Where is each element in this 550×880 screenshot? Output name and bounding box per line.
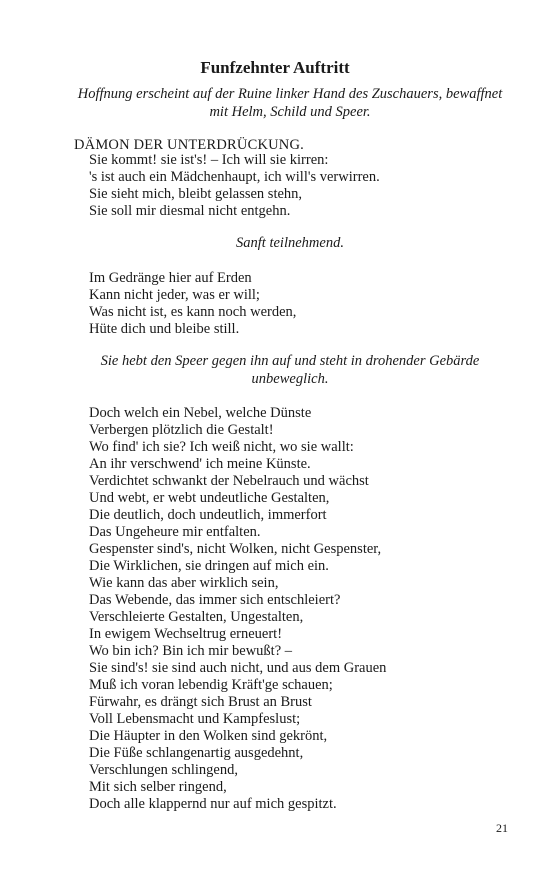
verse-line: Sie sieht mich, bleibt gelassen stehn,: [89, 186, 303, 202]
verse-line: Fürwahr, es drängt sich Brust an Brust: [89, 694, 312, 710]
verse-block-1: [89, 152, 380, 220]
verse-line: Mit sich selber ringend,: [89, 779, 227, 795]
verse-line: Was nicht ist, es kann noch werden,: [89, 304, 297, 320]
verse-line: Verbergen plötzlich die Gestalt!: [89, 422, 274, 438]
verse-block-3: [89, 405, 386, 813]
verse-line: Die Wirklichen, sie dringen auf mich ein.: [89, 558, 329, 574]
verse-line: Voll Lebensmacht und Kampfeslust;: [89, 711, 301, 727]
stage-direction-spear: Sie hebt den Speer gegen ihn auf und steht in drohender Gebärde unbeweglich.: [100, 353, 480, 387]
verse-line: An ihr verschwend' ich meine Künste.: [89, 456, 311, 472]
verse-line: Hüte dich und bleibe still.: [89, 321, 240, 337]
verse-line: In ewigem Wechseltrug erneuert!: [89, 626, 283, 642]
verse-line: Wo bin ich? Bin ich mir bewußt? –: [89, 643, 292, 659]
verse-line: Die Häupter in den Wolken sind gekrönt,: [89, 728, 328, 744]
verse-line: Gespenster sind's, nicht Wolken, nicht Gespenster,: [89, 541, 382, 557]
verse-line: Doch welch ein Nebel, welche Dünste: [89, 405, 312, 421]
page-number: 21: [496, 821, 508, 835]
stage-direction-entrance: Hoffnung erscheint auf der Ruine linker Hand des Zuschauers, bewaffnet mit Helm, Schild und Speer.: [77, 86, 503, 120]
verse-line: Sie kommt! sie ist's! – Ich will sie kirren:: [89, 152, 329, 168]
verse-line: Im Gedränge hier auf Erden: [89, 270, 252, 286]
verse-line: Verschleierte Gestalten, Ungestalten,: [89, 609, 304, 625]
verse-line: Verschlungen schlingend,: [89, 762, 238, 778]
verse-line: Die Füße schlangenartig ausgedehnt,: [89, 745, 304, 761]
verse-line: 's ist auch ein Mädchenhaupt, ich will's verwirren.: [89, 169, 380, 185]
verse-line: Das Webende, das immer sich entschleiert?: [89, 592, 341, 608]
verse-line: Sie soll mir diesmal nicht entgehn.: [89, 203, 291, 219]
verse-line: Muß ich voran lebendig Kräft'ge schauen;: [89, 677, 333, 693]
verse-line: Verdichtet schwankt der Nebelrauch und wächst: [89, 473, 369, 489]
verse-block-2: [89, 270, 296, 338]
verse-line: Wie kann das aber wirklich sein,: [89, 575, 279, 591]
scene-title: Funfzehnter Auftritt: [200, 58, 350, 77]
verse-line: Wo find' ich sie? Ich weiß nicht, wo sie wallt:: [89, 439, 354, 455]
verse-line: Doch alle klappernd nur auf mich gespitzt.: [89, 796, 337, 812]
verse-line: Kann nicht jeder, was er will;: [89, 287, 260, 303]
stage-direction-gentle: Sanft teilnehmend.: [236, 235, 344, 251]
verse-line: Die deutlich, doch undeutlich, immerfort: [89, 507, 327, 523]
verse-line: Das Ungeheure mir entfalten.: [89, 524, 261, 540]
verse-line: Sie sind's! sie sind auch nicht, und aus dem Grauen: [89, 660, 387, 676]
speaker-name: DÄMON DER UNTERDRÜCKUNG.: [74, 137, 304, 153]
verse-line: Und webt, er webt undeutliche Gestalten,: [89, 490, 330, 506]
